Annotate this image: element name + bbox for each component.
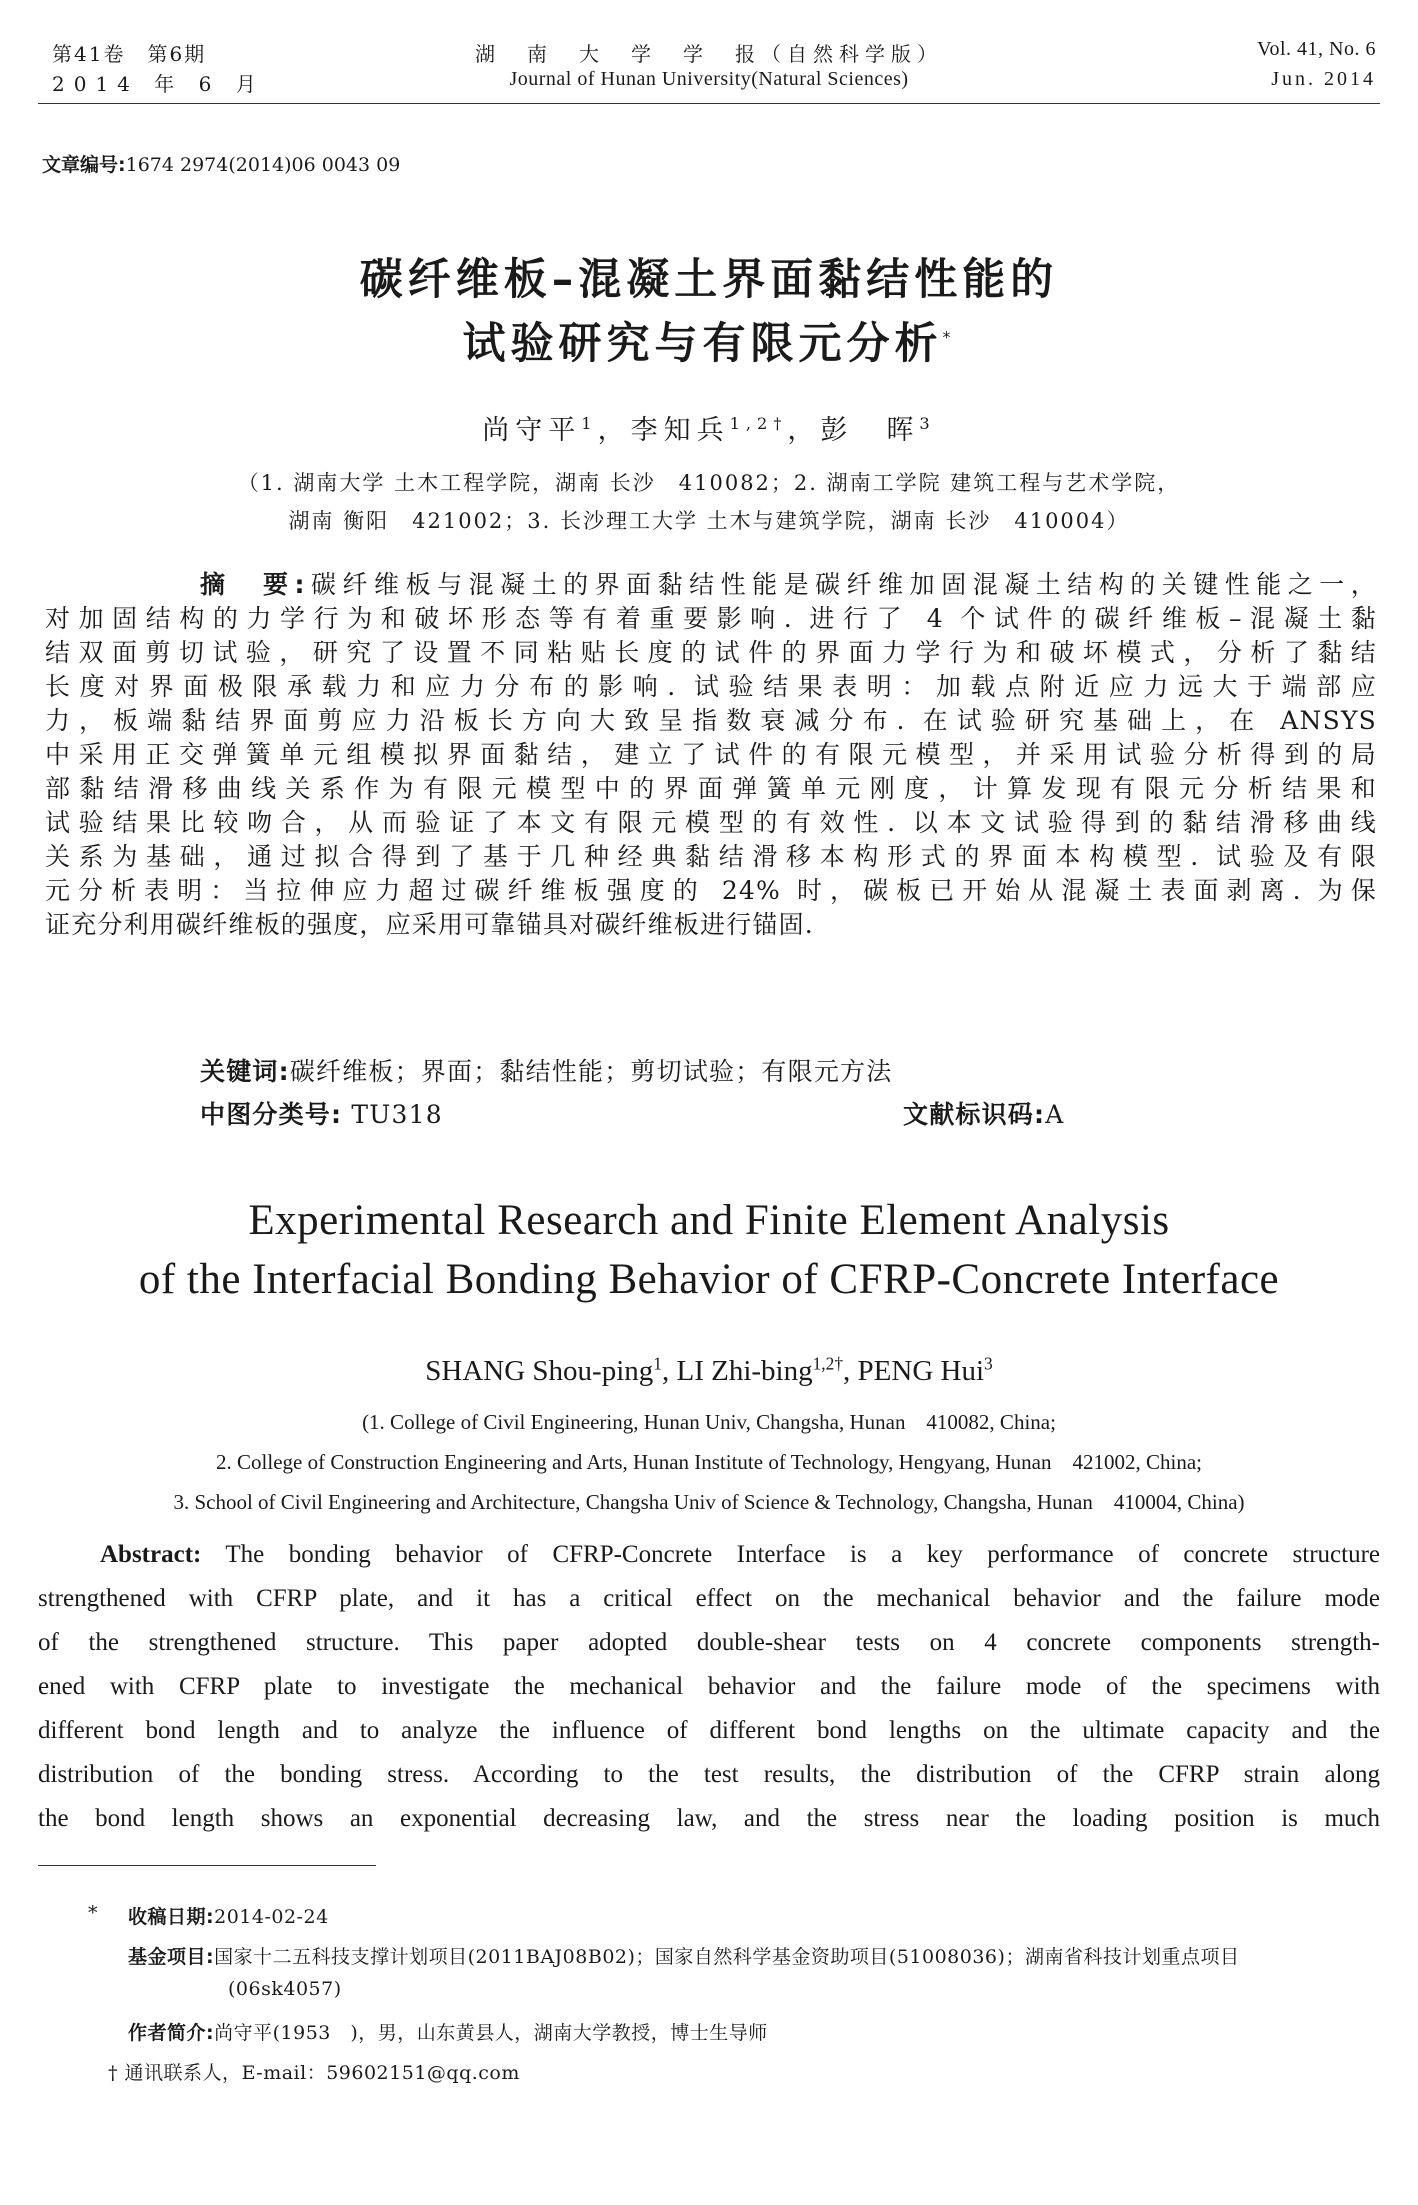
- keywords-cn-label: 关键词:: [200, 1057, 290, 1086]
- header-rule: [38, 103, 1380, 104]
- journal-title-en: Journal of Hunan University(Natural Sciences): [509, 68, 909, 90]
- contact-label: 通讯联系人，: [124, 2062, 242, 2084]
- abstract-cn-line: 元分析表明：当拉伸应力超过碳纤维板强度的 24% 时，碳板已开始从混凝土表面剥离. 为保: [45, 876, 1377, 905]
- abstract-en-label: Abstract:: [100, 1541, 202, 1568]
- title-cn-line1: 碳纤维板–混凝土界面黏结性能的: [359, 255, 1059, 305]
- clc-value: TU318: [342, 1100, 443, 1129]
- abstract-cn: [45, 568, 1377, 942]
- abstract-en-line: of the strengthened structure. This paper adopted double-shear tests on 4 concrete components strength-: [38, 1629, 1380, 1656]
- fund-line2: (06sk4057): [228, 1978, 342, 2000]
- footnote-received: [128, 1902, 329, 1929]
- abstract-cn-line: 部黏结滑移曲线关系作为有限元模型中的界面弹簧单元刚度，计算发现有限元分析结果和: [45, 774, 1377, 803]
- abstract-en-line: distribution of the bonding stress. According to the test results, the distribution of the CFRP strain along: [38, 1761, 1380, 1788]
- received-value: 2014-02-24: [214, 1906, 329, 1928]
- abstract-en-line: different bond length and to analyze the influence of different bond lengths on the ultimate capacity and the: [38, 1717, 1380, 1744]
- abstract-cn-line: 试验结果比较吻合，从而验证了本文有限元模型的有效性. 以本文试验得到的黏结滑移曲线: [45, 808, 1377, 837]
- abstract-cn-line: 关系为基础，通过拟合得到了基于几种经典黏结滑移本构形式的界面本构模型. 试验及有限: [45, 842, 1377, 871]
- keywords-cn-value: 碳纤维板；界面；黏结性能；剪切试验；有限元方法: [289, 1057, 893, 1086]
- footnote-fund: [128, 1942, 1239, 1969]
- document-code-value: A: [1045, 1100, 1065, 1129]
- author-bio-label: 作者简介:: [128, 2022, 215, 2044]
- author-bio-value: 尚守平(1953 )，男，山东黄县人，湖南大学教授，博士生导师: [214, 2022, 768, 2044]
- document-code-label: 文献标识码:: [903, 1100, 1046, 1129]
- abstract-en-text: The bonding behavior of CFRP-Concrete Interface is a key performance of concrete structure: [225, 1541, 1380, 1568]
- abstract-cn-line: 长度对界面极限承载力和应力分布的影响. 试验结果表明：加载点附近应力远大于端部应: [45, 672, 1377, 701]
- fund-label: 基金项目:: [128, 1946, 215, 1968]
- affiliation-cn-line2: 湖南 衡阳 421002；3. 长沙理工大学 土木与建筑学院，湖南 长沙 410004）: [288, 509, 1130, 533]
- author-en-3: PENG Hui: [857, 1355, 985, 1387]
- title-cn-line2: [0, 310, 1418, 371]
- document-code: [903, 1095, 1064, 1131]
- footnote-received-mark: *: [88, 1902, 98, 1924]
- author-cn-2-sup: 1,2†: [729, 414, 788, 433]
- date-en: Jun. 2014: [1271, 68, 1376, 90]
- contact-mark: †: [108, 2062, 118, 2084]
- keywords-cn: [200, 1052, 892, 1088]
- abstract-en-line: strengthened with CFRP plate, and it has a critical effect on the mechanical behavior and the failure mode: [38, 1585, 1380, 1612]
- author-cn-2: 李知兵: [630, 415, 730, 446]
- volume-issue-cn: 第41卷 第6期: [52, 42, 207, 66]
- contact-value: E-mail：59602151@qq.com: [241, 2062, 520, 2084]
- footnote-rule: [38, 1865, 376, 1866]
- clc-number: [200, 1095, 443, 1131]
- volume-issue-en: Vol. 41, No. 6: [1257, 38, 1376, 60]
- article-number-value: 1674 2974(2014)06 0043 09: [125, 154, 401, 176]
- affiliation-en-line3: 3. School of Civil Engineering and Architecture, Changsha Univ of Science & Technology, Changsha, Hunan 410004, China): [173, 1490, 1245, 1514]
- abstract-en-line-0: [38, 1533, 1380, 1577]
- title-cn-line2-text: 试验研究与有限元分析: [462, 319, 943, 369]
- author-en-1-sup: 1: [653, 1353, 662, 1374]
- affiliation-en-line2: 2. College of Construction Engineering and Arts, Hunan Institute of Technology, Hengyang, Hunan 421002, China;: [216, 1450, 1202, 1474]
- abstract-cn-label: 摘 要:: [200, 570, 306, 599]
- title-footnote-mark: *: [942, 327, 956, 347]
- authors-en: SHANG Shou-ping$^1$, LI Zhi-bing$^{1,2\dagger}$, PENG Hui$^3$: [425, 1353, 993, 1387]
- author-en-1: SHANG Shou-ping: [425, 1355, 654, 1387]
- article-number: [42, 150, 400, 177]
- clc-label: 中图分类号:: [200, 1100, 343, 1129]
- abstract-cn-line: 中采用正交弹簧单元组模拟界面黏结，建立了试件的有限元模型，并采用试验分析得到的局: [45, 740, 1377, 769]
- author-en-2-sup: 1,2†: [812, 1353, 844, 1374]
- fund-line1: 国家十二五科技支撑计划项目(2011BAJ08B02)；国家自然科学基金资助项目(51008036)；湖南省科技计划重点项目: [214, 1946, 1240, 1968]
- abstract-cn-line-0: [45, 568, 1377, 602]
- authors-cn: 尚守平$^1$，李知兵$^{1,2\dagger}$，彭 晖$^3$: [482, 414, 936, 446]
- title-en-line1: Experimental Research and Finite Element Analysis: [248, 1197, 1170, 1244]
- date-cn: 2014 年 6 月: [52, 72, 265, 96]
- abstract-cn-line: 对加固结构的力学行为和破坏形态等有着重要影响. 进行了 4 个试件的碳纤维板–混凝土黏: [45, 604, 1377, 633]
- author-cn-1-sup: 1: [581, 414, 598, 433]
- article-number-label: 文章编号:: [42, 154, 126, 176]
- author-cn-1: 尚守平: [482, 415, 582, 446]
- author-cn-3: 彭 晖: [820, 415, 920, 446]
- affiliation-cn-line1: （1. 湖南大学 土木工程学院，湖南 长沙 410082；2. 湖南工学院 建筑工程与艺术学院，: [237, 471, 1181, 495]
- abstract-en-line: the bond length shows an exponential decreasing law, and the stress near the loading position is much: [38, 1805, 1380, 1832]
- title-en-line2: of the Interfacial Bonding Behavior of CFRP-Concrete Interface: [138, 1256, 1280, 1303]
- author-en-2: LI Zhi-bing: [676, 1355, 813, 1387]
- abstract-cn-line: 力，板端黏结界面剪应力沿板长方向大致呈指数衰减分布. 在试验研究基础上，在 ANSYS: [45, 706, 1377, 735]
- abstract-cn-line: 结双面剪切试验，研究了设置不同粘贴长度的试件的界面力学行为和破坏模式，分析了黏结: [45, 638, 1377, 667]
- author-cn-3-sup: 3: [919, 414, 936, 433]
- footnote-author: [128, 2018, 768, 2045]
- abstract-cn-text: 碳纤维板与混凝土的界面黏结性能是碳纤维加固混凝土结构的关键性能之一，: [305, 570, 1377, 599]
- received-label: 收稿日期:: [128, 1906, 215, 1928]
- abstract-en: [38, 1533, 1380, 1841]
- affiliation-en-line1: (1. College of Civil Engineering, Hunan Univ, Changsha, Hunan 410082, China;: [362, 1410, 1056, 1434]
- abstract-en-line: ened with CFRP plate to investigate the mechanical behavior and the failure mode of the specimens with: [38, 1673, 1380, 1700]
- footnote-contact: [108, 2058, 520, 2085]
- author-en-3-sup: 3: [984, 1353, 993, 1374]
- abstract-cn-line: 证充分利用碳纤维板的强度，应采用可靠锚具对碳纤维板进行锚固.: [45, 910, 814, 939]
- journal-title-cn: 湖 南 大 学 学 报（自然科学版）: [475, 42, 943, 66]
